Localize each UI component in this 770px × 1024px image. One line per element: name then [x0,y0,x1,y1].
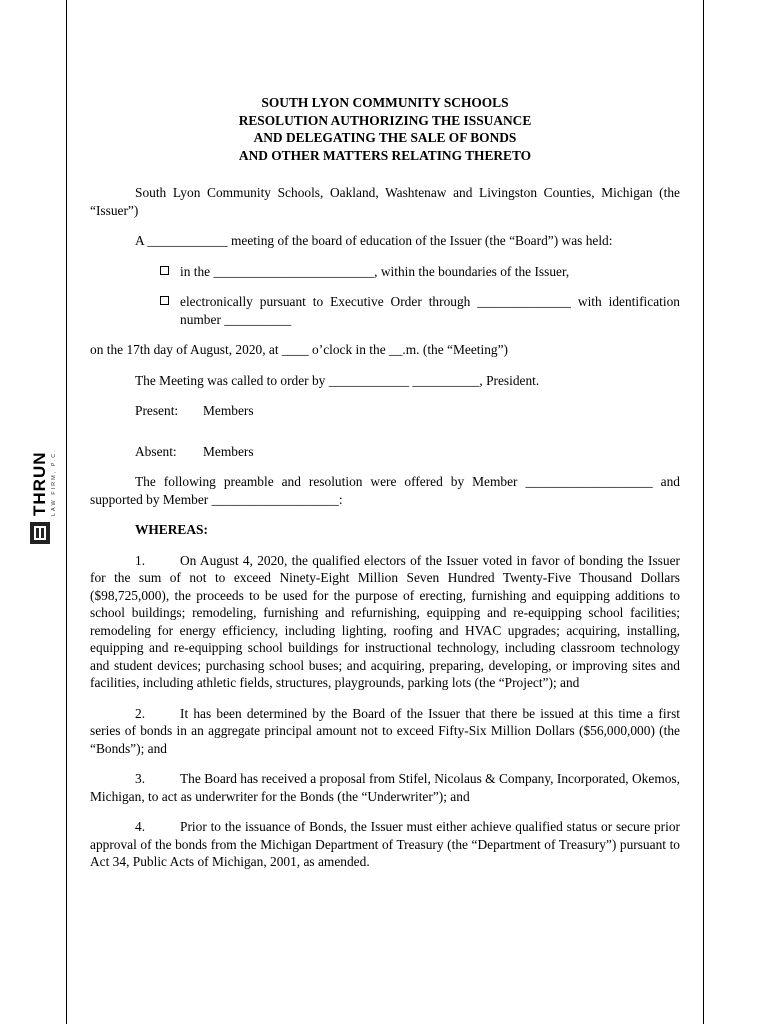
checkbox-in-the[interactable] [160,266,169,275]
whereas-paragraph-4 [90,818,680,871]
absent-label: Absent: [135,443,177,459]
paragraph-text: Prior to the issuance of Bonds, the Issuer must either achieve qualified status or secure prior approval of the bonds from the Michigan Department of Treasury (the “Department of Treasury”) pursuant to Act 34, Public Acts of Michigan, 2001, as amended. [90,819,680,869]
offered-by-paragraph: The following preamble and resolution were offered by Member ___________________ and supported by Member ___________________: [90,474,680,507]
whereas-paragraph-3 [90,770,680,805]
present-row [90,402,680,420]
absent-value: Members [203,443,254,459]
paragraph-number: 1. [135,552,146,568]
meeting-held-line: A ____________ meeting of the board of education of the Issuer (the “Board”) was held: [135,233,613,248]
paragraph-number: 2. [135,705,146,721]
paragraph-text: It has been determined by the Board of the Issuer that there be issued at this time a first series of bonds in an aggregate principal amount not to exceed Fifty-Six Million Dollars ($56,000,000) (the “Bonds”); and [90,705,680,756]
option-electronic [90,293,680,328]
title-line: AND DELEGATING THE SALE OF BONDS [253,130,517,145]
page-right-border [703,0,704,1024]
paragraph-number: 4. [135,819,146,834]
logo-mark-icon [30,522,50,544]
title-line: RESOLUTION AUTHORIZING THE ISSUANCE [238,112,532,128]
option-in-the-text: in the ________________________, within the boundaries of the Issuer, [180,263,570,279]
checkbox-electronic[interactable] [160,296,169,305]
page-left-border [66,0,67,1024]
thrun-logo [25,440,65,550]
logo-wordmark: THRUN [30,451,49,516]
logo-subtitle: LAW FIRM, P.C. [51,448,57,516]
paragraph-number: 3. [135,771,146,786]
title-line: SOUTH LYON COMMUNITY SCHOOLS [261,95,509,110]
present-label: Present: [135,403,179,418]
absent-row [90,443,680,461]
option-electronic-text: electronically pursuant to Executive Order through ______________ with identification number __________ [180,294,680,327]
paragraph-text: On August 4, 2020, the qualified electors of the Issuer voted in favor of bonding the Issuer for the sum of not to exceed Ninety-Eight Million Seven Hundred Twenty-Five Thousand Dollars ($98,725,000), the proceeds to be used for the purpose of erecting, furnishing and equipping additions to school buildings; remodeling, furnishing and refurnishing, equipping and re-equipping school facilities; remodeling for energy efficiency, including lighting, roofing and HVAC upgrades; acquiring, installing, equipping and re-equipping school buildings for instructional technology, including classroom technology and student devices; purchasing school buses; and acquiring, preparing, developing, or improving sites and facilities, including athletic fields, structures, playgrounds, parking lots (the “Project”); and [90,552,680,690]
paragraph-text: The Board has received a proposal from Stifel, Nicolaus & Company, Incorporated, Okemos, Michigan, to act as underwriter for the Bonds (the “Underwriter”); and [90,771,680,804]
present-value: Members [203,403,254,418]
whereas-paragraph-1 [90,552,680,692]
intro-paragraph: South Lyon Community Schools, Oakland, Washtenaw and Livingston Counties, Michigan (the “Issuer”) [90,185,680,218]
whereas-paragraph-2 [90,705,680,758]
meeting-date-line: on the 17th day of August, 2020, at ____ o’clock in the __.m. (the “Meeting”) [90,342,508,357]
title-line: AND OTHER MATTERS RELATING THERETO [238,147,532,163]
called-to-order-line: The Meeting was called to order by ____________ __________, President. [135,372,540,388]
whereas-heading: WHEREAS: [135,522,208,537]
option-in-the [90,263,680,281]
document-page [90,94,680,884]
document-title [90,94,680,164]
